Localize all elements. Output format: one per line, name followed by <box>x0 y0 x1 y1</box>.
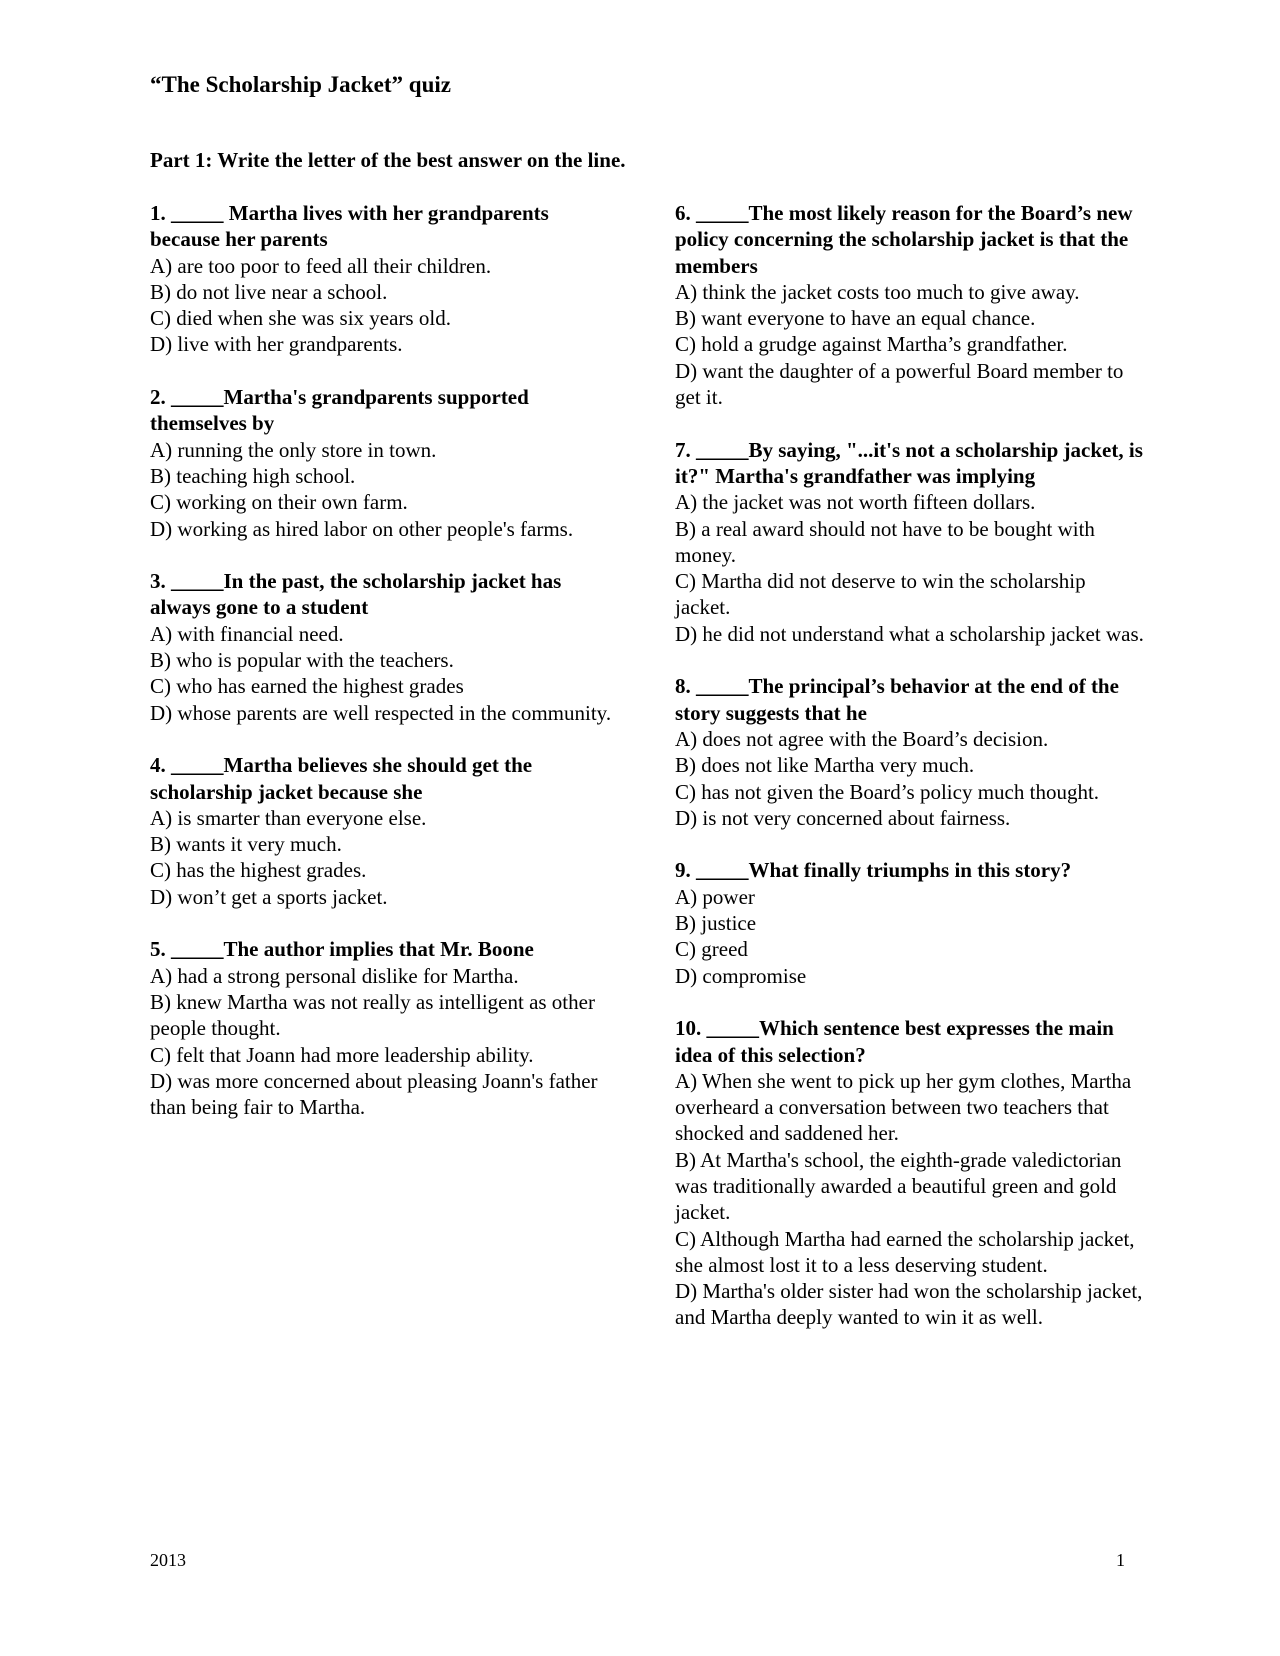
answer-option: B) wants it very much. <box>150 832 342 857</box>
question-4 <box>150 752 620 910</box>
question-6 <box>675 200 1145 410</box>
page-title: “The Scholarship Jacket” quiz <box>150 72 451 97</box>
answer-option: A) running the only store in town. <box>150 437 437 462</box>
answer-option: B) At Martha's school, the eighth-grade valedictorian was traditionally awarded a beautiful green and gold jacket. <box>675 1147 1122 1225</box>
answer-option: D) compromise <box>675 963 807 988</box>
answer-option: D) whose parents are well respected in the community. <box>150 700 612 725</box>
answer-option: C) died when she was six years old. <box>150 306 451 331</box>
question-prompt: 3. _____In the past, the scholarship jacket has always gone to a student <box>150 569 562 620</box>
question-2 <box>150 384 620 542</box>
part-heading: Part 1: Write the letter of the best answer on the line. <box>150 148 626 172</box>
answer-option: C) Martha did not deserve to win the scholarship jacket. <box>675 569 1086 620</box>
question-prompt: 2. _____Martha's grandparents supported themselves by <box>150 385 529 436</box>
answer-option: D) Martha's older sister had won the scholarship jacket, and Martha deeply wanted to win it as well. <box>675 1279 1143 1330</box>
answer-option: C) has the highest grades. <box>150 858 367 883</box>
answer-option: C) hold a grudge against Martha’s grandfather. <box>675 332 1068 357</box>
question-prompt: 4. _____Martha believes she should get the scholarship jacket because she <box>150 753 533 804</box>
answer-option: B) want everyone to have an equal chance. <box>675 306 1036 331</box>
answer-option: D) he did not understand what a scholarship jacket was. <box>675 621 1144 646</box>
answer-option: A) When she went to pick up her gym clothes, Martha overheard a conversation between two teachers that shocked and saddened her. <box>675 1068 1132 1146</box>
question-prompt: 1. _____ Martha lives with her grandparents because her parents <box>150 201 549 252</box>
answer-option: C) working on their own farm. <box>150 490 408 515</box>
left-column <box>150 200 620 1147</box>
question-prompt: 10. _____Which sentence best expresses the main idea of this selection? <box>675 1016 1114 1067</box>
question-5 <box>150 936 620 1120</box>
answer-option: A) the jacket was not worth fifteen dollars. <box>675 490 1036 515</box>
page-number: 1 <box>1116 1550 1125 1570</box>
answer-option: B) justice <box>675 911 757 936</box>
footer-year: 2013 <box>150 1550 186 1570</box>
question-prompt: 8. _____The principal’s behavior at the end of the story suggests that he <box>675 674 1119 725</box>
answer-option: B) do not live near a school. <box>150 279 388 304</box>
answer-option: A) does not agree with the Board’s decision. <box>675 726 1049 751</box>
question-prompt: 5. _____The author implies that Mr. Boone <box>150 937 534 962</box>
question-prompt: 6. _____The most likely reason for the Board’s new policy concerning the scholarship jacket is that the members <box>675 201 1133 278</box>
answer-option: B) does not like Martha very much. <box>675 753 975 778</box>
question-1 <box>150 200 620 358</box>
question-3 <box>150 568 620 726</box>
question-9 <box>675 857 1145 988</box>
answer-option: B) knew Martha was not really as intelligent as other people thought. <box>150 989 595 1041</box>
answer-option: D) was more concerned about pleasing Joann's father than being fair to Martha. <box>150 1068 598 1120</box>
answer-option: A) think the jacket costs too much to give away. <box>675 279 1080 304</box>
answer-option: A) had a strong personal dislike for Martha. <box>150 963 519 988</box>
answer-option: B) who is popular with the teachers. <box>150 648 454 673</box>
answer-option: D) live with her grandparents. <box>150 332 403 357</box>
answer-option: C) who has earned the highest grades <box>150 674 464 699</box>
answer-option: C) greed <box>675 937 748 962</box>
answer-option: C) felt that Joann had more leadership ability. <box>150 1042 534 1067</box>
answer-option: D) working as hired labor on other people's farms. <box>150 516 574 541</box>
answer-option: A) are too poor to feed all their children. <box>150 253 492 278</box>
answer-option: C) has not given the Board’s policy much thought. <box>675 779 1100 804</box>
question-7 <box>675 437 1145 647</box>
answer-option: A) power <box>675 884 755 909</box>
answer-option: D) is not very concerned about fairness. <box>675 805 1011 830</box>
question-prompt: 9. _____What finally triumphs in this story? <box>675 858 1072 883</box>
answer-option: A) is smarter than everyone else. <box>150 805 427 830</box>
right-column <box>675 200 1145 1357</box>
answer-option: C) Although Martha had earned the scholarship jacket, she almost lost it to a less deserving student. <box>675 1226 1135 1277</box>
answer-option: D) want the daughter of a powerful Board member to get it. <box>675 358 1124 410</box>
answer-option: B) a real award should not have to be bought with money. <box>675 516 1095 567</box>
question-8 <box>675 673 1145 831</box>
question-prompt: 7. _____By saying, "...it's not a scholarship jacket, is it?" Martha's grandfather was implying <box>675 437 1143 488</box>
answer-option: A) with financial need. <box>150 621 344 646</box>
answer-option: D) won’t get a sports jacket. <box>150 884 388 909</box>
answer-option: B) teaching high school. <box>150 463 356 488</box>
question-10 <box>675 1015 1145 1331</box>
